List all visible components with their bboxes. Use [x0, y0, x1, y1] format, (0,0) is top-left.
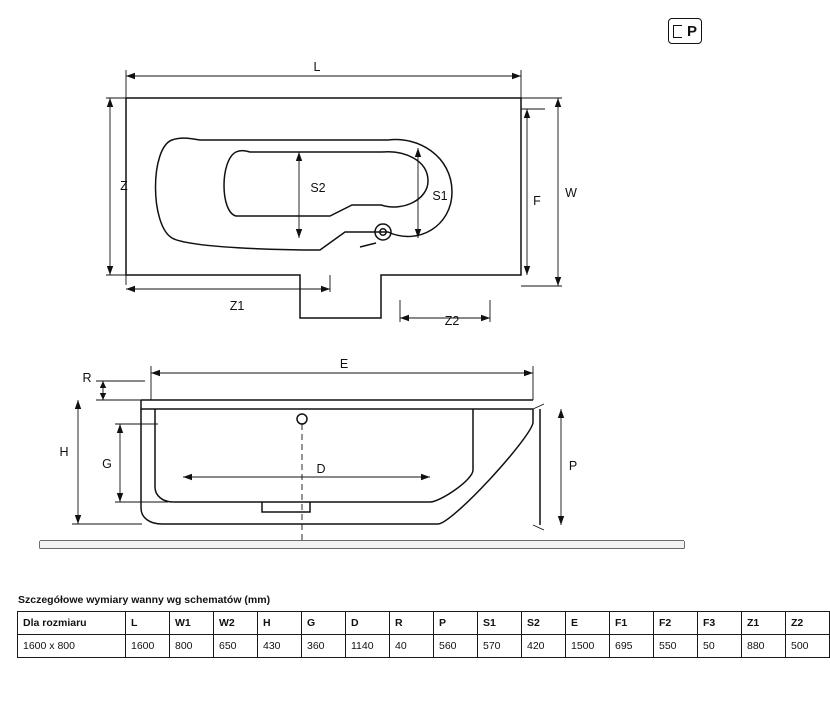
table-cell: 1500: [566, 635, 610, 658]
label-E: E: [339, 357, 349, 371]
table-title: Szczegółowe wymiary wanny wg schematów (mm): [18, 594, 271, 606]
table-header-cell: W2: [214, 612, 258, 635]
table-cell: 695: [610, 635, 654, 658]
table-header-cell: D: [346, 612, 390, 635]
label-Z: Z: [120, 179, 128, 193]
table-header-cell: E: [566, 612, 610, 635]
table-header-cell: S1: [478, 612, 522, 635]
table-header-cell: F2: [654, 612, 698, 635]
table-cell: 1600 x 800: [18, 635, 126, 658]
table-cell: 880: [742, 635, 786, 658]
table-cell: 1600: [126, 635, 170, 658]
dimension-R: [82, 371, 145, 400]
dimension-E: [151, 357, 533, 400]
label-H: H: [59, 445, 69, 459]
label-L: L: [313, 60, 321, 74]
label-F: F: [533, 194, 541, 208]
label-P: P: [568, 459, 578, 473]
dimension-P: [558, 409, 577, 525]
dimension-Z2: [400, 300, 490, 328]
table-cell: 40: [390, 635, 434, 658]
table-cell: 50: [698, 635, 742, 658]
top-view-outline: [126, 98, 521, 318]
badge-letter: P: [686, 22, 697, 40]
table-header-cell: Z2: [786, 612, 830, 635]
table-cell: 550: [654, 635, 698, 658]
table-header-cell: F3: [698, 612, 742, 635]
label-S2: S2: [310, 181, 326, 195]
dimension-D: [183, 462, 430, 480]
dimension-F: [521, 109, 545, 275]
dimension-L: [126, 60, 521, 100]
table-header-cell: L: [126, 612, 170, 635]
table-header-cell: P: [434, 612, 478, 635]
table-header-cell: R: [390, 612, 434, 635]
dimension-H: [59, 400, 142, 524]
table-header-cell: H: [258, 612, 302, 635]
table-header-cell: G: [302, 612, 346, 635]
table-cell: 420: [522, 635, 566, 658]
dimensions-table-wrapper: [17, 594, 809, 658]
dimensions-table: [17, 611, 830, 658]
table-cell: 800: [170, 635, 214, 658]
label-D: D: [316, 462, 326, 476]
table-header-cell: Dla rozmiaru: [18, 612, 126, 635]
table-cell: 500: [786, 635, 830, 658]
table-cell: 560: [434, 635, 478, 658]
label-Z1: Z1: [229, 299, 245, 313]
table-header-cell: F1: [610, 612, 654, 635]
side-view-outline: [40, 400, 684, 548]
label-S1: S1: [432, 189, 448, 203]
label-Z2: Z2: [444, 314, 460, 328]
table-cell: 1140: [346, 635, 390, 658]
table-header-row: [18, 612, 830, 635]
table-row: [18, 635, 830, 658]
table-header-cell: Z1: [742, 612, 786, 635]
label-R: R: [82, 371, 92, 385]
table-header-cell: S2: [522, 612, 566, 635]
table-header-cell: W1: [170, 612, 214, 635]
dimension-Z: [106, 98, 128, 275]
table-cell: 430: [258, 635, 302, 658]
label-W: W: [565, 186, 577, 200]
label-G: G: [102, 457, 112, 471]
dimension-S2: [296, 152, 326, 238]
dimension-W: [521, 98, 577, 286]
table-cell: 570: [478, 635, 522, 658]
table-cell: 360: [302, 635, 346, 658]
table-cell: 650: [214, 635, 258, 658]
dimension-G: [102, 424, 168, 502]
